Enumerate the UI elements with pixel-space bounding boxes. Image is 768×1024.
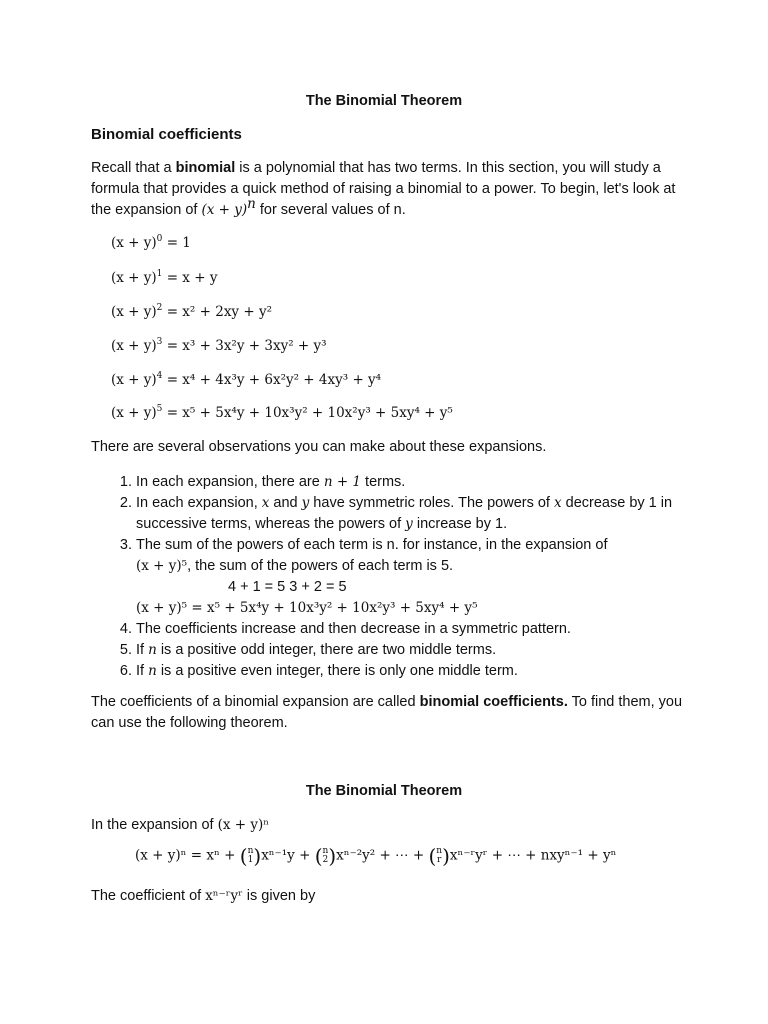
- intro-paragraph: Recall that a binomial is a polynomial that has two terms. In this section, you will study a formula that provides a quick method of raising a binomial to a power. To begin, let's look at the expansion of $(x + y)^n$ for several values of n.: [91, 160, 676, 218]
- final-line: The coefficient of xⁿ⁻ʳyʳ is given by: [91, 888, 316, 904]
- binomial-coefficient: ( n r ): [428, 844, 450, 868]
- theorem-intro: In the expansion of (x + y)ⁿ: [91, 817, 270, 833]
- section-heading: Binomial coefficients: [91, 126, 242, 143]
- binomial-coefficient: ( n 1 ): [239, 844, 262, 868]
- binomial-theorem-equation: (x + y)ⁿ = xⁿ + ( n 1 )xⁿ⁻¹y + ( n 2 )xⁿ⁻²y² + ⋯ + ( n r )xⁿ⁻ʳyʳ + ⋯ + nxyⁿ⁻¹ + yⁿ: [135, 844, 617, 868]
- expansion-3: $(x + y)^3 = x^3 + 3x^2y + 3xy^2 + y^3$: [111, 337, 327, 354]
- observations-list: [91, 472, 691, 682]
- list-item: 1. In each expansion, there are n + 1 terms.: [136, 472, 691, 493]
- expansion-5: $(x + y)^5 = x^5 + 5x^4y + 10x^3y^2 + 10x^2y^3 + 5xy^4 + y^5$: [111, 404, 453, 421]
- list-item: 3. The sum of the powers of each term is n. for instance, in the expansion of (x + y)⁵, the sum of the powers of each term is 5. 4 + 1 = 5 3 + 2 = 5 (x + y)⁵ = x⁵ + 5x⁴y + 10x³y² + 10x²y³ + 5xy⁴ + y⁵: [136, 535, 691, 619]
- expansion-0: $(x + y)^0 = 1$: [111, 234, 191, 251]
- expansion-4: $(x + y)^4 = x^4 + 4x^3y + 6x^2y^2 + 4xy^3 + y^4$: [111, 371, 382, 388]
- bold-binomial-coefficients: binomial coefficients.: [419, 694, 568, 710]
- expansion-2: $(x + y)^2 = x^2 + 2xy + y^2$: [111, 303, 272, 320]
- coefficients-paragraph: The coefficients of a binomial expansion are called binomial coefficients. To find them, you can use the following theorem.: [91, 694, 683, 731]
- bold-binomial: binomial: [175, 160, 236, 176]
- list-item: 6. If n is a positive even integer, there is only one middle term.: [136, 661, 691, 682]
- theorem-title: The Binomial Theorem: [305, 783, 463, 799]
- observations-intro: There are several observations you can make about these expansions.: [91, 439, 547, 455]
- list-item: 5. If n is a positive odd integer, there are two middle terms.: [136, 640, 691, 661]
- page-title: The Binomial Theorem: [305, 93, 463, 109]
- list-item: 4. The coefficients increase and then decrease in a symmetric pattern.: [136, 619, 691, 640]
- expansion-1: $(x + y)^1 = x + y$: [111, 269, 218, 286]
- binomial-coefficient: ( n 2 ): [314, 844, 337, 868]
- list-item: 2. In each expansion, x and y have symmetric roles. The powers of x decrease by 1 in successive terms, whereas the powers of y increase by 1.: [136, 493, 691, 535]
